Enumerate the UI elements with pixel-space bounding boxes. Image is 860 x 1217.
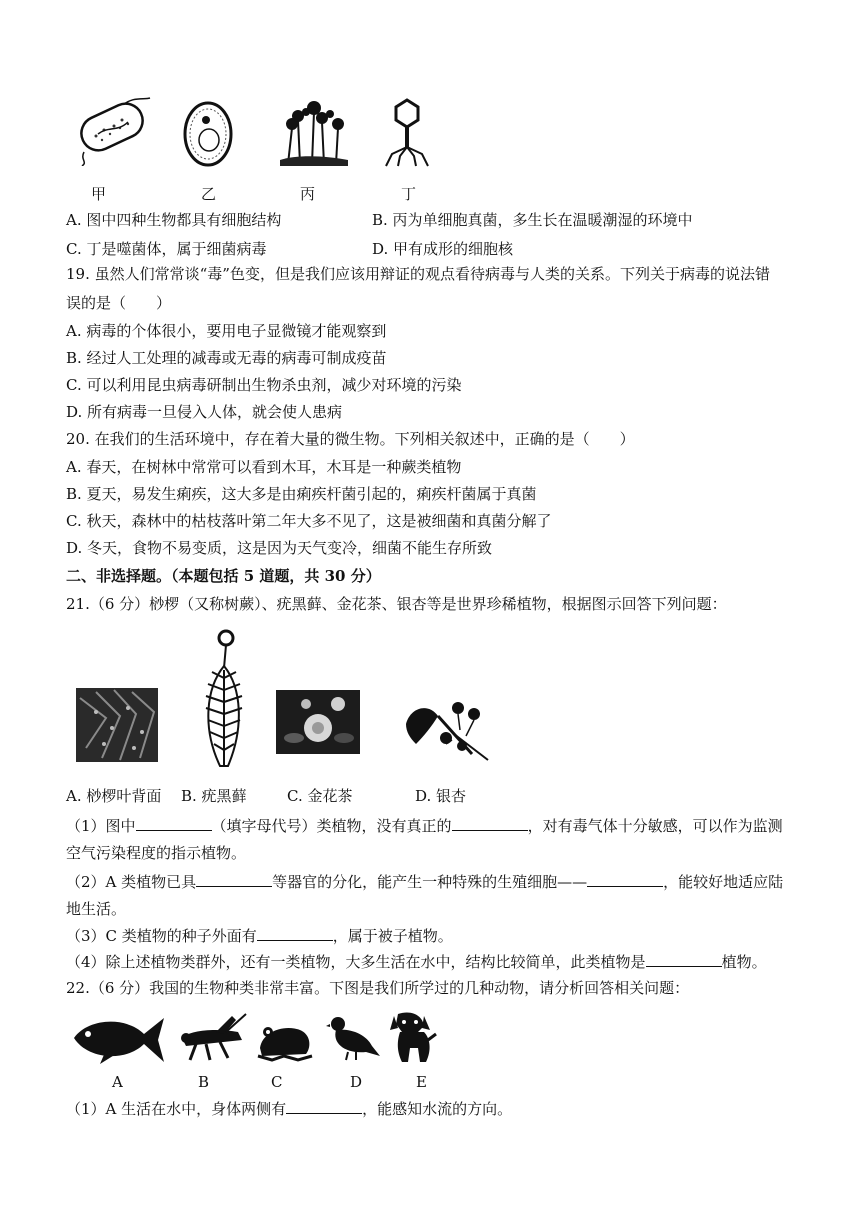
section-2-heading: 二、非选择题。（本题包括 5 道题，共 30 分） — [66, 567, 381, 585]
answer-blank-q21-2b[interactable] — [587, 871, 663, 887]
q19-option-a: A. 病毒的个体很小，要用电子显微镜才能观察到 — [66, 322, 387, 340]
q21-part3-text-b: ，属于被子植物。 — [332, 927, 453, 945]
camellia-photo — [276, 690, 360, 754]
bacteriophage-figure — [378, 98, 436, 168]
locust-figure — [176, 1010, 248, 1062]
pigeon-figure — [326, 1014, 382, 1062]
dog-figure — [388, 1010, 438, 1064]
bacterium-figure — [74, 96, 154, 166]
answer-blank-q21-4[interactable] — [646, 951, 722, 967]
q19-option-d: D. 所有病毒一旦侵入人体，就会使人患病 — [66, 403, 343, 421]
q19-option-c: C. 可以利用昆虫病毒研制出生物杀虫剂，减少对环境的污染 — [66, 376, 462, 394]
fig-label-yi: 乙 — [201, 185, 217, 203]
answer-blank-q21-3[interactable] — [257, 925, 333, 941]
q21-part2-line1 — [66, 871, 783, 892]
q21-fig-label-a: A. 桫椤叶背面 — [66, 787, 162, 805]
q21-part2-line2: 地生活。 — [66, 900, 127, 918]
q21-part1-text-c: ，对有毒气体十分敏感，可以作为监测 — [527, 817, 783, 835]
q21-part3 — [66, 925, 453, 946]
q22-stem: 22.（6 分）我国的生物种类非常丰富。下图是我们所学过的几种动物，请分析回答相关问题： — [66, 979, 690, 997]
q22-part1-text-b: ，能感知水流的方向。 — [362, 1100, 513, 1118]
q21-fig-label-c: C. 金花茶 — [287, 787, 353, 805]
q18-option-d: D. 甲有成形的细胞核 — [372, 240, 514, 258]
mold-figure — [278, 98, 350, 168]
q20-option-b: B. 夏天，易发生痢疾，这大多是由痢疾杆菌引起的，痢疾杆菌属于真菌 — [66, 485, 537, 503]
answer-blank-q21-2a[interactable] — [196, 871, 272, 887]
fig-label-ding: 丁 — [401, 185, 417, 203]
q18-option-c: C. 丁是噬菌体，属于细菌病毒 — [66, 240, 267, 258]
q21-part4 — [66, 951, 767, 972]
q18-option-b: B. 丙为单细胞真菌，多生长在温暖潮湿的环境中 — [372, 211, 693, 229]
tree-fern-leaf-photo — [76, 688, 158, 762]
q21-part1-text-b: （填字母代号）类植物，没有真正的 — [211, 817, 452, 835]
ginkgo-figure — [402, 694, 498, 764]
q21-fig-label-d: D. 银杏 — [415, 787, 467, 805]
q21-part1-text-a: （1）图中 — [66, 817, 136, 835]
yeast-cell-figure — [182, 100, 234, 168]
q21-stem: 21.（6 分）桫椤（又称树蕨）、疣黑藓、金花茶、银杏等是世界珍稀植物，根据图示回答下列问题： — [66, 595, 727, 613]
answer-blank-q21-1a[interactable] — [136, 815, 212, 831]
q21-part2-text-c: ，能较好地适应陆 — [663, 873, 784, 891]
q21-part1-line1 — [66, 815, 783, 836]
q20-option-c: C. 秋天，森林中的枯枝落叶第二年大多不见了，这是被细菌和真菌分解了 — [66, 512, 552, 530]
frog-figure — [254, 1018, 314, 1062]
q20-option-a: A. 春天，在树林中常常可以看到木耳，木耳是一种蕨类植物 — [66, 458, 462, 476]
q22-part1 — [66, 1098, 512, 1119]
q21-part4-text-a: （4）除上述植物类群外，还有一类植物，大多生活在水中，结构比较简单，此类植物是 — [66, 953, 646, 971]
q19-stem-line1: 19. 虽然人们常常谈“毒”色变，但是我们应该用辩证的观点看待病毒与人类的关系。下列关于病毒的说法错 — [66, 265, 770, 283]
q22-fig-label-a: A — [112, 1073, 123, 1091]
q21-part2-text-a: （2）A 类植物已具 — [66, 873, 197, 891]
q21-fig-label-b: B. 疣黑藓 — [181, 787, 247, 805]
q22-fig-label-e: E — [416, 1073, 427, 1091]
fig-label-jia: 甲 — [91, 185, 107, 203]
q18-option-a: A. 图中四种生物都具有细胞结构 — [66, 211, 282, 229]
q20-stem: 20. 在我们的生活环境中，存在着大量的微生物。下列相关叙述中，正确的是（ ） — [66, 430, 635, 448]
q22-part1-text-a: （1）A 生活在水中，身体两侧有 — [66, 1100, 287, 1118]
answer-blank-q22-1[interactable] — [286, 1098, 362, 1114]
q22-fig-label-c: C — [271, 1073, 283, 1091]
q21-part2-text-b: 等器官的分化，能产生一种特殊的生殖细胞—— — [272, 873, 588, 891]
q21-part1-line2: 空气污染程度的指示植物。 — [66, 844, 247, 862]
fig-label-bing: 丙 — [300, 185, 316, 203]
q21-part3-text-a: （3）C 类植物的种子外面有 — [66, 927, 257, 945]
answer-blank-q21-1b[interactable] — [452, 815, 528, 831]
q21-part4-text-b: 植物。 — [721, 953, 767, 971]
q19-stem-line2: 误的是（ ） — [66, 294, 172, 312]
q19-option-b: B. 经过人工处理的减毒或无毒的病毒可制成疫苗 — [66, 349, 387, 367]
moss-figure — [196, 628, 252, 768]
fish-figure — [66, 1010, 166, 1066]
q22-fig-label-d: D — [350, 1073, 363, 1091]
q22-fig-label-b: B — [198, 1073, 210, 1091]
q20-option-d: D. 冬天，食物不易变质，这是因为天气变冷，细菌不能生存所致 — [66, 539, 493, 557]
